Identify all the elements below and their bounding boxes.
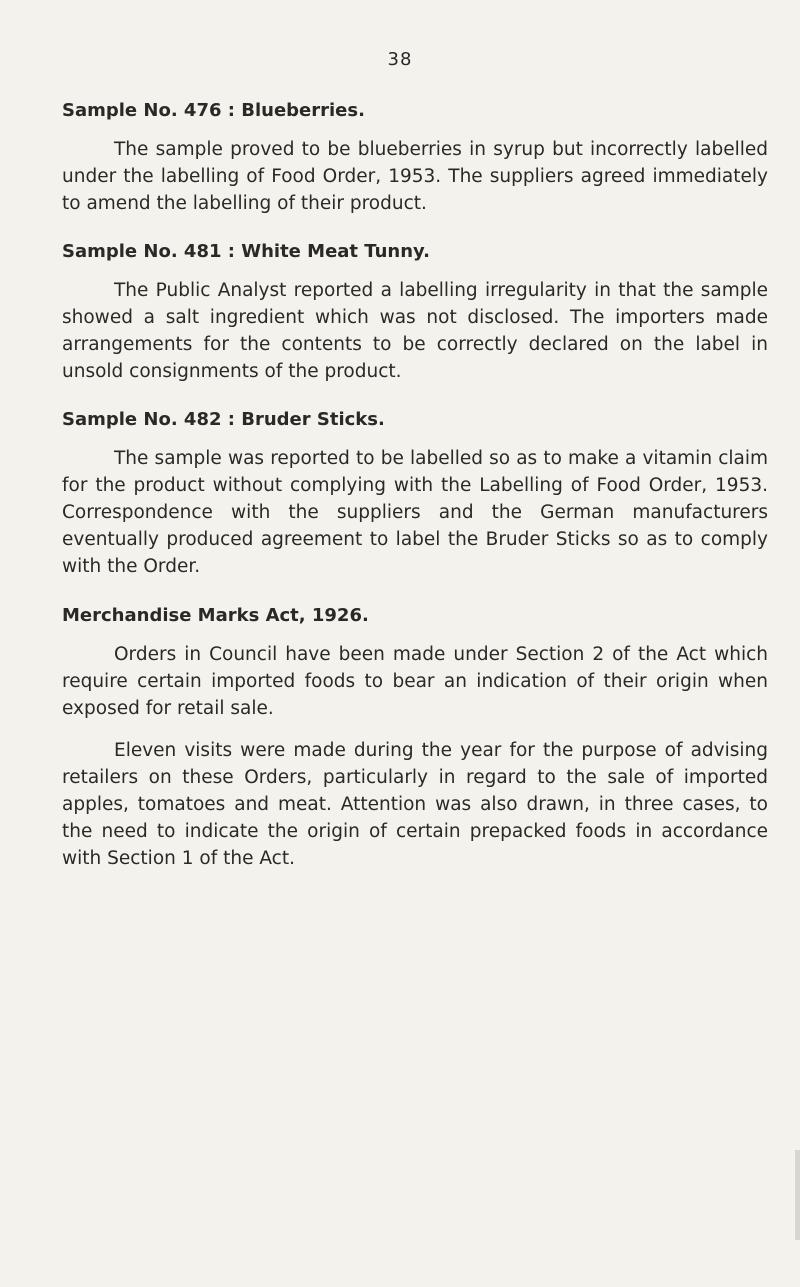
section-sample-481: [62, 238, 768, 385]
section-heading: Sample No. 476 : Blueberries.: [62, 100, 365, 121]
page-edge-shadow: [795, 1150, 800, 1240]
section-paragraph: The Public Analyst reported a labelling irregularity in that the sample showed a salt ingredient which was not disclosed. The importers made arrangements for the contents to be correctly declared on the label in unsold consignments of the product.: [62, 280, 768, 382]
section-heading: Sample No. 482 : Bruder Sticks.: [62, 409, 385, 430]
section-paragraph: Eleven visits were made during the year for the purpose of advising retailers on these Orders, particularly in regard to the sale of imported apples, tomatoes and meat. Attention was also drawn, in three cases, to the need to indicate the origin of certain prepacked foods in accordance with Section 1 of the Act.: [62, 740, 768, 869]
section-heading: Sample No. 481 : White Meat Tunny.: [62, 241, 430, 262]
section-paragraph: Orders in Council have been made under Section 2 of the Act which require certain imported foods to bear an indication of their origin when exposed for retail sale.: [62, 644, 768, 719]
section-paragraph: The sample proved to be blueberries in syrup but incorrectly labelled under the labelling of Food Order, 1953. The suppliers agreed immediately to amend the labelling of their product.: [62, 139, 768, 214]
page-number: 38: [387, 49, 413, 70]
section-paragraph: The sample was reported to be labelled so as to make a vitamin claim for the product without complying with the Labelling of Food Order, 1953. Correspondence with the suppliers and the German manufacturers eventually produced agreement to label the Bruder Sticks so as to comply with the Order.: [62, 448, 768, 577]
section-sample-476: [62, 97, 768, 217]
page-content: [62, 97, 768, 893]
section-sample-482: [62, 406, 768, 580]
section-heading: Merchandise Marks Act, 1926.: [62, 605, 369, 626]
section-merchandise-marks-act: [62, 602, 768, 872]
